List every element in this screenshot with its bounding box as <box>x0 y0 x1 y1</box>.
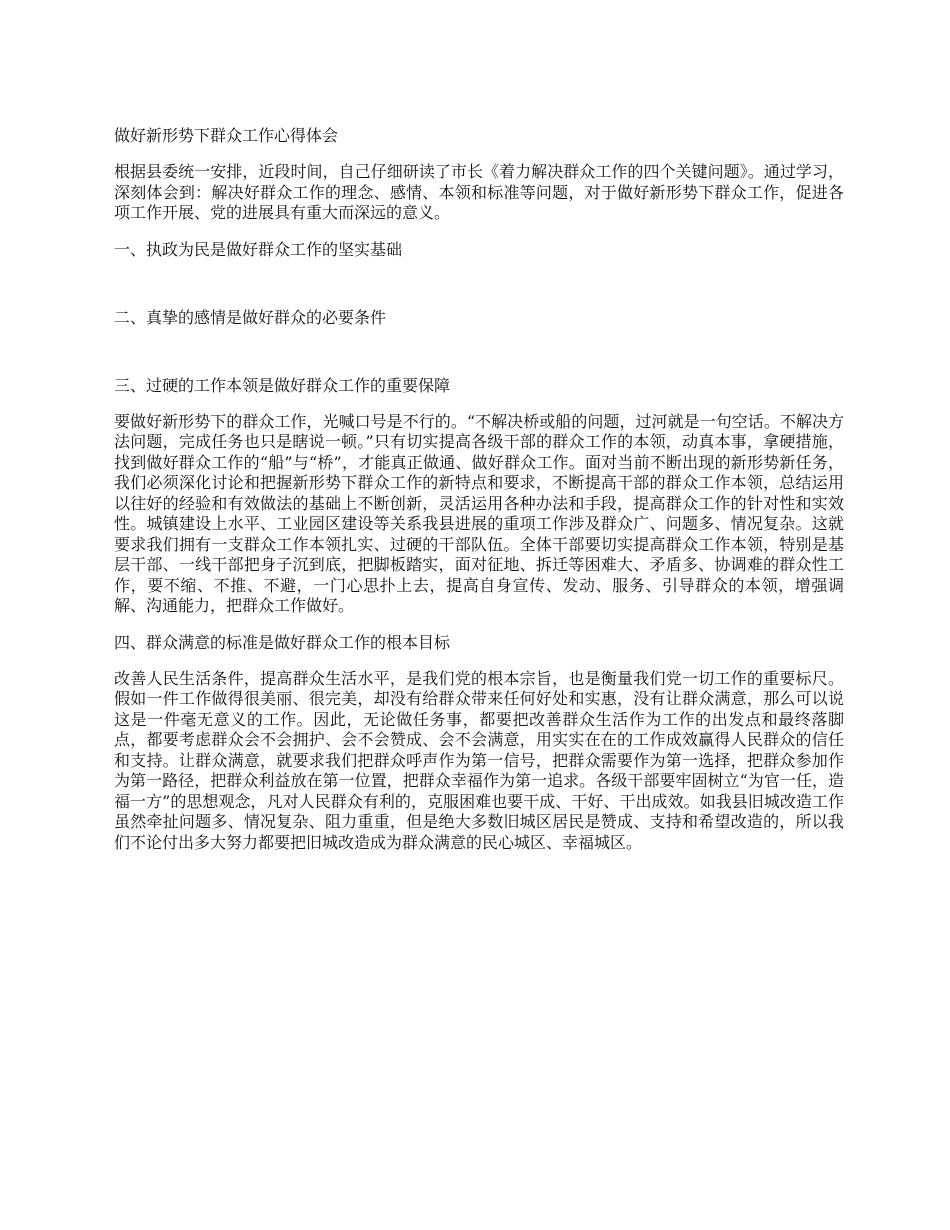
section-1-heading: 一、执政为民是做好群众工作的坚实基础 <box>114 239 403 259</box>
document-title: 做好新形势下群众工作心得体会 <box>114 126 339 145</box>
intro-paragraph: 根据县委统一安排，近段时间，自己仔细研读了市长《着力解决群众工作的四个关键问题》。通过学习，深刻体会到：解决好群众工作的理念、感情、本领和标准等问题，对于做好新形势下群众工作，促进各项工作开展、党的进展具有重大而深远的意义。 <box>114 162 844 222</box>
section-2-heading: 二、真挚的感情是做好群众的必要条件 <box>114 307 387 327</box>
document-page <box>114 124 844 867</box>
section-3-body: 要做好新形势下的群众工作，光喊口号是不行的。“不解决桥或船的问题，过河就是一句空话。不解决方法问题，完成任务也只是瞎说一顿。”只有切实提高各级干部的群众工作的本领，动真本事，拿硬措施，找到做好群众工作的“船”与“桥”，才能真正做通、做好群众工作。面对当前不断出现的新形势新任务，我们必须深化讨论和把握新形势下群众工作的新特点和要求，不断提高干部的群众工作本领，总结运用以往好的经验和有效做法的基础上不断创新，灵活运用各种办法和手段，提高群众工作的针对性和实效性。城镇建设上水平、工业园区建设等关系我县进展的重项工作涉及群众广、问题多、情况复杂。这就要求我们拥有一支群众工作本领扎实、过硬的干部队伍。全体干部要切实提高群众工作本领，特别是基层干部、一线干部把身子沉到底，把脚板踏实，面对征地、拆迁等困难大、矛盾多、协调难的群众性工作，要不缩、不推、不避，一门心思扑上去，提高自身宣传、发动、服务、引导群众的本领，增强调解、沟通能力，把群众工作做好。 <box>114 411 844 615</box>
section-3-heading: 三、过硬的工作本领是做好群众工作的重要保障 <box>114 375 451 395</box>
section-4-body: 改善人民生活条件，提高群众生活水平，是我们党的根本宗旨，也是衡量我们党一切工作的重要标尺。假如一件工作做得很美丽、很完美，却没有给群众带来任何好处和实惠，没有让群众满意，那么可以说这是一件毫无意义的工作。因此，无论做任务事，都要把改善群众生活作为工作的出发点和最终落脚点，都要考虑群众会不会拥护、会不会赞成、会不会满意，用实实在在的工作成效赢得人民群众的信任和支持。让群众满意，就要求我们把群众呼声作为第一信号，把群众需要作为第一选择，把群众参加作为第一路径，把群众利益放在第一位置，把群众幸福作为第一追求。各级干部要牢固树立“为官一任，造福一方”的思想观念，凡对人民群众有利的，克服困难也要干成、干好、干出成效。如我县旧城改造工作虽然牵扯问题多、情况复杂、阻力重重，但是绝大多数旧城区居民是赞成、支持和希望改造的，所以我们不论付出多大努力都要把旧城改造成为群众满意的民心城区、幸福城区。 <box>114 668 844 852</box>
section-4-heading: 四、群众满意的标准是做好群众工作的根本目标 <box>114 632 451 652</box>
